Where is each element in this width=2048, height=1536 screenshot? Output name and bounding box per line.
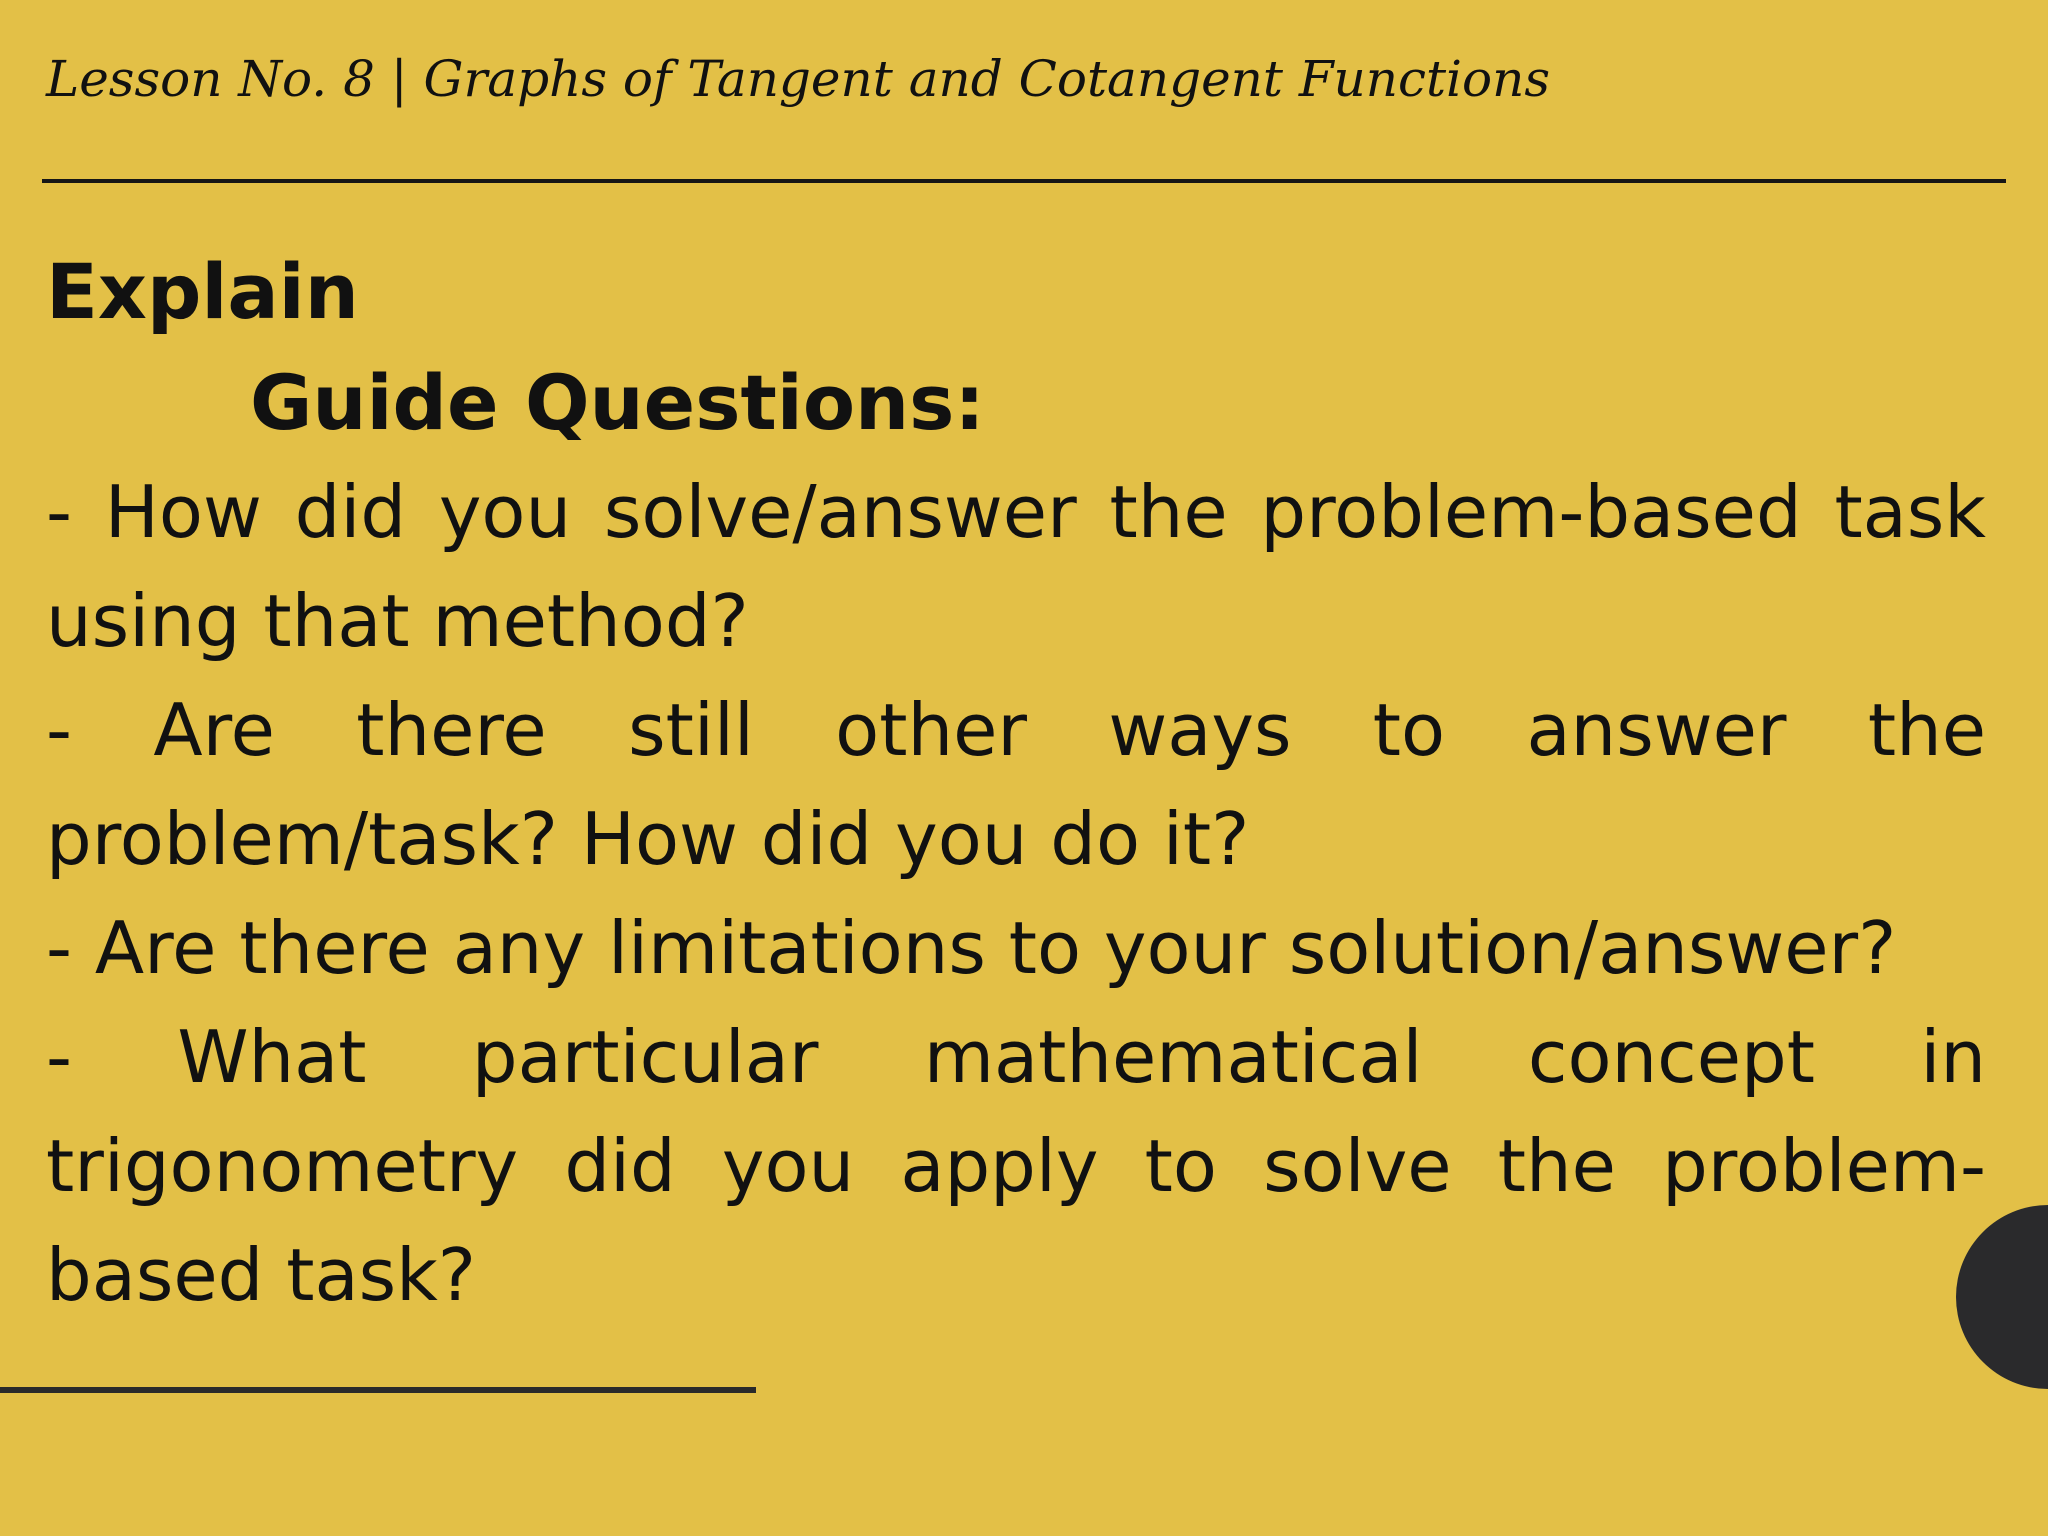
section-title: Explain (46, 247, 359, 336)
guide-questions-heading: Guide Questions: (250, 358, 985, 447)
guide-question-3: - Are there any limitations to your solution/answer? (46, 906, 1897, 990)
guide-question-4: - What particular mathematical concept in trigonometry did you apply to solve the problem-based task? (46, 1015, 1986, 1317)
guide-questions-list (46, 458, 1986, 1330)
lesson-header-title: Lesson No. 8 | Graphs of Tangent and Cotangent Functions (46, 50, 1551, 108)
guide-question-2: - Are there still other ways to answer the problem/task? How did you do it? (46, 688, 1986, 881)
footer-divider (0, 1387, 756, 1393)
header-divider (42, 179, 2006, 183)
slide-content (46, 236, 1986, 1330)
guide-question-1: - How did you solve/answer the problem-based task using that method? (46, 470, 1986, 663)
